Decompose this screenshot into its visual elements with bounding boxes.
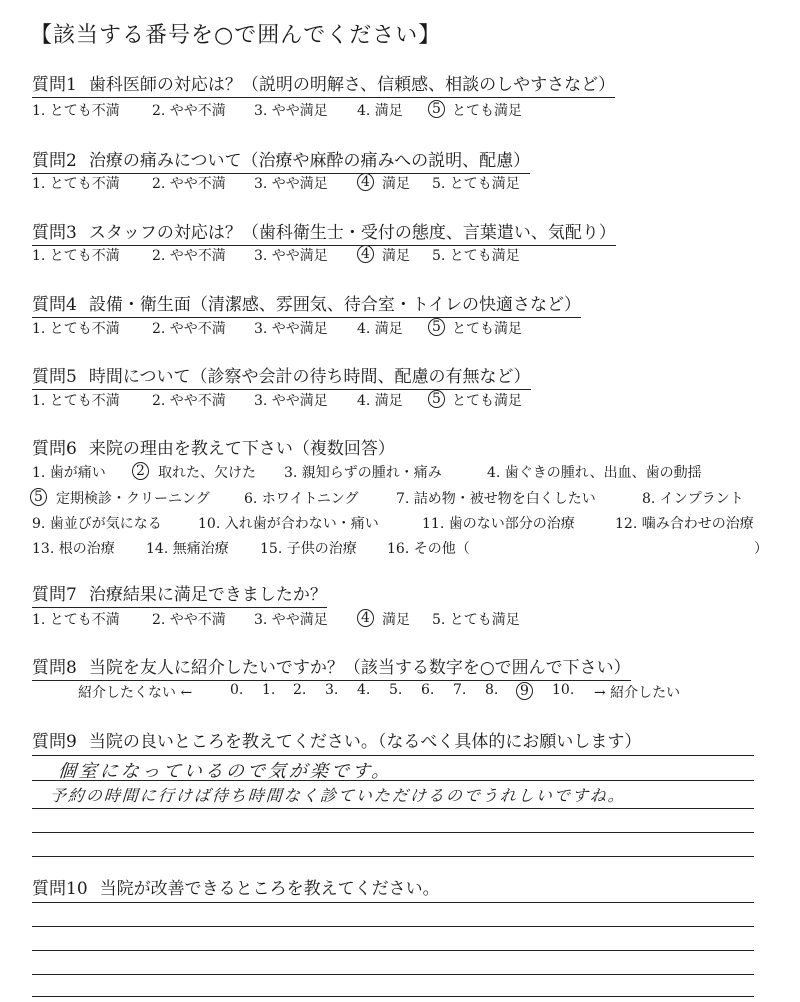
answer-options-q3: [32, 245, 772, 265]
recommend-scale: [78, 682, 758, 702]
option-5-label: とても満足: [452, 321, 522, 337]
answer-line: [32, 755, 754, 756]
handwritten-answer-line-1[interactable]: 個室になっているので気が楽です。: [57, 761, 394, 782]
option-5[interactable]: 5. とても満足: [432, 176, 520, 192]
scale-2[interactable]: 2.: [293, 682, 307, 698]
option-1[interactable]: 1. とても不満: [32, 393, 120, 409]
option-1[interactable]: 1. とても不満: [32, 103, 120, 119]
option-2[interactable]: 2. やや不満: [152, 393, 226, 409]
option-4-label: 満足: [382, 248, 410, 264]
reason-11[interactable]: 11. 歯のない部分の治療: [422, 516, 575, 532]
option-2[interactable]: 2. やや不満: [152, 248, 226, 264]
question-number: 質問3: [32, 223, 77, 243]
option-3[interactable]: 3. やや満足: [254, 248, 328, 264]
scale-right-label: → 紹介したい: [594, 685, 681, 701]
reason-9[interactable]: 9. 歯並びが気になる: [32, 516, 162, 532]
answer-line[interactable]: [32, 926, 754, 927]
scale-8[interactable]: 8.: [485, 682, 499, 698]
question-text: 歯科医師の対応は？（説明の明解さ、信頼感、相談のしやすさなど）: [88, 75, 616, 95]
answer-line: [32, 832, 754, 833]
question-text: スタッフの対応は？（歯科衛生士・受付の態度、言葉遣い、気配り）: [88, 223, 616, 243]
scale-10[interactable]: 10.: [552, 682, 575, 698]
option-2[interactable]: 2. やや不満: [152, 612, 226, 628]
option-1[interactable]: 1. とても不満: [32, 176, 120, 192]
answer-options-q1: [32, 100, 772, 120]
option-4-label: 満足: [382, 612, 410, 628]
option-5[interactable]: 5. とても満足: [432, 612, 520, 628]
option-4-selected[interactable]: 4: [357, 173, 374, 191]
question-text: 当院を友人に紹介したいですか？（該当する数字を○で囲んで下さい）: [88, 658, 631, 678]
option-5[interactable]: 5. とても満足: [432, 248, 520, 264]
option-2[interactable]: 2. やや不満: [152, 103, 226, 119]
answer-line[interactable]: [32, 996, 754, 997]
question-2: [32, 146, 530, 174]
question-number: 質問7: [32, 585, 77, 605]
answer-options-q7: [32, 609, 772, 629]
option-3[interactable]: 3. やや満足: [254, 176, 328, 192]
reason-options-row-2: [30, 488, 770, 508]
option-1[interactable]: 1. とても不満: [32, 321, 120, 337]
reason-15[interactable]: 15. 子供の治療: [260, 541, 357, 557]
question-3: [32, 218, 616, 246]
question-text: 治療の痛みについて（治療や麻酔の痛みへの説明、配慮）: [88, 151, 531, 171]
reason-5-selected[interactable]: 5: [30, 488, 47, 506]
reason-options-row-4: [32, 538, 772, 558]
reason-4[interactable]: 4. 歯ぐきの腫れ、出血、歯の動揺: [487, 465, 702, 481]
reason-10[interactable]: 10. 入れ歯が合わない・痛い: [198, 516, 379, 532]
question-number: 質問2: [32, 151, 77, 171]
scale-left-label: 紹介したくない ←: [78, 685, 193, 701]
option-1[interactable]: 1. とても不満: [32, 612, 120, 628]
question-text: 時間について（診察や会計の待ち時間、配慮の有無など）: [88, 367, 531, 387]
option-3[interactable]: 3. やや満足: [254, 321, 328, 337]
answer-line[interactable]: [32, 950, 754, 951]
option-2[interactable]: 2. やや不満: [152, 176, 226, 192]
reason-5-label: 定期検診・クリーニング: [56, 491, 210, 507]
scale-1[interactable]: 1.: [262, 682, 276, 698]
answer-options-q5: [32, 390, 772, 410]
question-10: [32, 874, 440, 899]
answer-line[interactable]: [32, 974, 754, 975]
answer-options-q2: [32, 173, 772, 193]
option-2[interactable]: 2. やや不満: [152, 321, 226, 337]
answer-options-q4: [32, 318, 772, 338]
scale-3[interactable]: 3.: [325, 682, 339, 698]
question-number: 質問1: [32, 75, 77, 95]
answer-line: [32, 808, 754, 809]
scale-9-selected[interactable]: 9: [516, 682, 533, 700]
answer-line: [32, 780, 754, 781]
question-text: 設備・衛生面（清潔感、雰囲気、待合室・トイレの快適さなど）: [88, 295, 581, 315]
question-number: 質問10: [32, 879, 88, 899]
reason-13[interactable]: 13. 根の治療: [32, 541, 115, 557]
form-heading: 【該当する番号を○で囲んでください】: [30, 23, 442, 48]
question-number: 質問5: [32, 367, 77, 387]
question-text: 来院の理由を教えて下さい（複数回答）: [88, 439, 395, 459]
reason-2-selected[interactable]: 2: [132, 462, 149, 480]
question-6: [32, 434, 395, 459]
reason-options-row-3: [32, 513, 772, 533]
scale-0[interactable]: 0.: [230, 682, 244, 698]
question-text: 治療結果に満足できましたか？: [88, 585, 327, 605]
reason-options-row-1: [32, 462, 772, 482]
reason-16-close: ）: [754, 541, 768, 557]
reason-2-label: 取れた、欠けた: [158, 465, 256, 481]
option-5-selected[interactable]: 5: [428, 318, 445, 336]
question-text: 当院が改善できるところを教えてください。: [99, 879, 440, 899]
option-5-selected[interactable]: 5: [428, 100, 445, 118]
question-8: [32, 653, 631, 681]
option-4[interactable]: 4. 満足: [357, 103, 403, 119]
scale-7[interactable]: 7.: [453, 682, 467, 698]
option-4-selected[interactable]: 4: [357, 609, 374, 627]
reason-3[interactable]: 3. 親知らずの腫れ・痛み: [284, 465, 442, 481]
question-5: [32, 362, 531, 390]
question-7: [32, 580, 327, 608]
scale-6[interactable]: 6.: [421, 682, 435, 698]
question-number: 質問4: [32, 295, 77, 315]
option-4[interactable]: 4. 満足: [357, 321, 403, 337]
option-4-selected[interactable]: 4: [357, 245, 374, 263]
question-number: 質問9: [32, 732, 77, 752]
option-5-selected[interactable]: 5: [428, 390, 445, 408]
question-number: 質問6: [32, 439, 77, 459]
reason-8[interactable]: 8. インプラント: [642, 491, 744, 507]
answer-line: [32, 856, 754, 857]
option-3[interactable]: 3. やや満足: [254, 103, 328, 119]
reason-14[interactable]: 14. 無痛治療: [146, 541, 229, 557]
reason-12[interactable]: 12. 噛み合わせの治療: [615, 516, 754, 532]
option-3[interactable]: 3. やや満足: [254, 612, 328, 628]
scale-4[interactable]: 4.: [357, 682, 371, 698]
option-4[interactable]: 4. 満足: [357, 393, 403, 409]
question-1: [32, 70, 615, 98]
answer-line[interactable]: [32, 902, 754, 903]
question-text: 当院の良いところを教えてください。（なるべく具体的にお願いします）: [88, 732, 642, 752]
reason-7[interactable]: 7. 詰め物・被せ物を白くしたい: [396, 491, 596, 507]
option-5-label: とても満足: [452, 103, 522, 119]
reason-16[interactable]: 16. その他（: [387, 541, 470, 557]
option-1[interactable]: 1. とても不満: [32, 248, 120, 264]
question-9: [32, 727, 641, 752]
option-4-label: 満足: [382, 176, 410, 192]
option-5-label: とても満足: [452, 393, 522, 409]
reason-6[interactable]: 6. ホワイトニング: [244, 491, 359, 507]
option-3[interactable]: 3. やや満足: [254, 393, 328, 409]
handwritten-answer-line-2[interactable]: 予約の時間に行けば待ち時間なく診ていただけるのでうれしいですね。: [49, 786, 627, 805]
reason-1[interactable]: 1. 歯が痛い: [32, 465, 106, 481]
question-number: 質問8: [32, 658, 77, 678]
question-4: [32, 290, 581, 318]
scale-5[interactable]: 5.: [389, 682, 403, 698]
